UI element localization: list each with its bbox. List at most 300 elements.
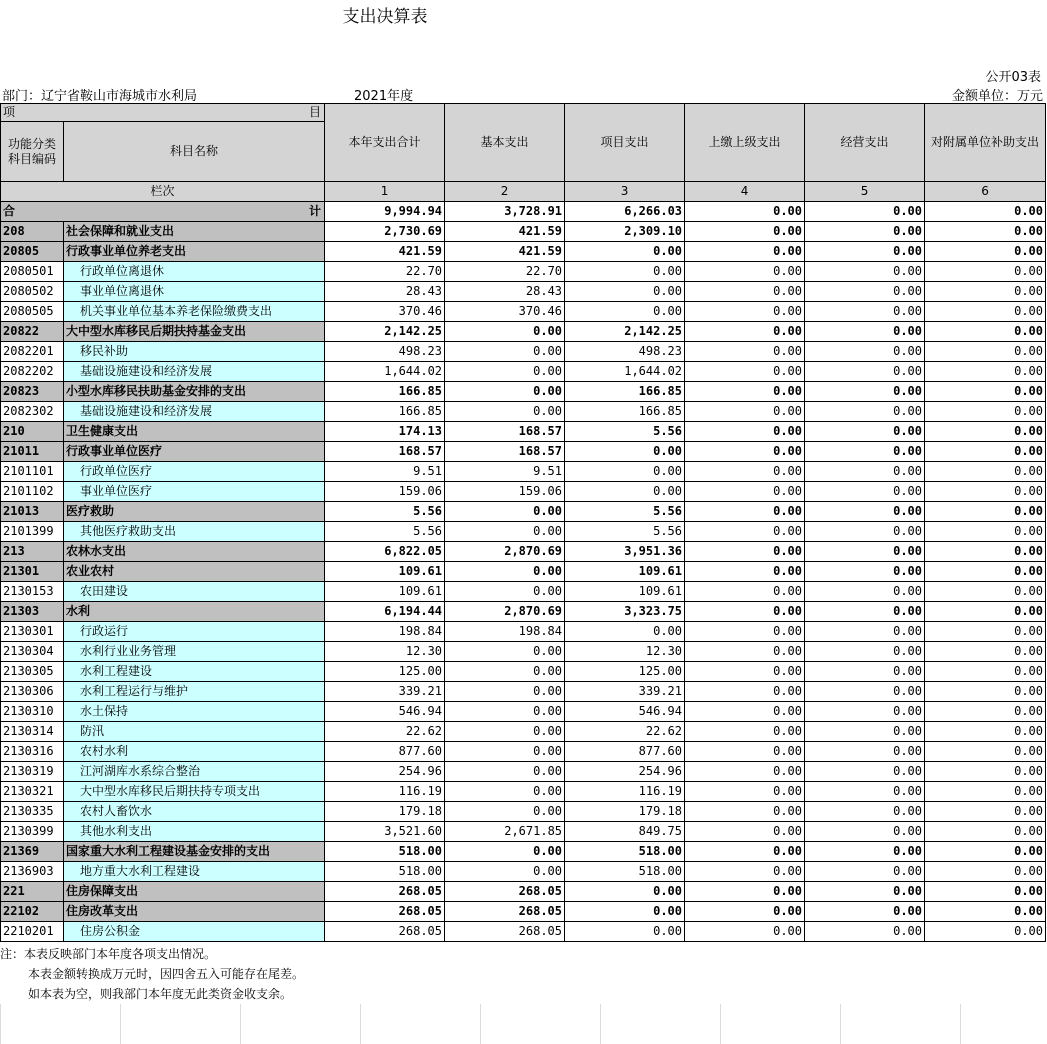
total-label: [1, 202, 325, 222]
row-value: 518.00: [565, 862, 685, 882]
row-value: 0.00: [925, 802, 1046, 822]
row-value: 268.05: [445, 882, 565, 902]
row-value: 0.00: [805, 702, 925, 722]
note-line: 本表金额转换成万元时，因四舍五入可能存在尾差。: [28, 967, 305, 981]
header-xiangmu: [1, 104, 325, 122]
row-value: 0.00: [685, 802, 805, 822]
row-value: 0.00: [685, 362, 805, 382]
row-value: 0.00: [925, 442, 1046, 462]
lanci-5: 5: [805, 182, 925, 202]
row-value: 1,644.02: [325, 362, 445, 382]
row-value: 0.00: [805, 362, 925, 382]
row-value: 0.00: [925, 422, 1046, 442]
row-value: 0.00: [925, 342, 1046, 362]
row-value: 0.00: [685, 402, 805, 422]
row-subject-name: 农村人畜饮水: [64, 802, 325, 822]
table-row: [1, 242, 1046, 262]
row-code: 20805: [1, 242, 64, 262]
row-value: 0.00: [685, 702, 805, 722]
row-value: 518.00: [565, 842, 685, 862]
row-value: 0.00: [925, 722, 1046, 742]
row-value: 546.94: [565, 702, 685, 722]
row-value: 0.00: [685, 282, 805, 302]
row-value: 0.00: [445, 362, 565, 382]
table-row: [1, 842, 1046, 862]
row-code: 210: [1, 422, 64, 442]
table-row: [1, 322, 1046, 342]
lanci-2: 2: [445, 182, 565, 202]
row-value: 109.61: [565, 582, 685, 602]
row-value: 0.00: [805, 882, 925, 902]
row-value: 518.00: [325, 842, 445, 862]
table-row: [1, 362, 1046, 382]
row-value: 0.00: [565, 262, 685, 282]
row-subject-name: 大中型水库移民后期扶持基金支出: [64, 322, 325, 342]
row-value: 0.00: [445, 582, 565, 602]
row-value: 0.00: [445, 382, 565, 402]
row-value: 877.60: [325, 742, 445, 762]
row-subject-name: 住房公积金: [64, 922, 325, 942]
row-code: 2082202: [1, 362, 64, 382]
row-value: 0.00: [565, 442, 685, 462]
row-value: 0.00: [925, 382, 1046, 402]
row-value: 370.46: [325, 302, 445, 322]
row-value: 159.06: [445, 482, 565, 502]
row-value: 0.00: [925, 222, 1046, 242]
row-value: 168.57: [445, 422, 565, 442]
row-value: 0.00: [565, 882, 685, 902]
row-value: 3,323.75: [565, 602, 685, 622]
row-subject-name: 农业农村: [64, 562, 325, 582]
row-subject-name: 事业单位离退休: [64, 282, 325, 302]
row-value: 6,194.44: [325, 602, 445, 622]
row-value: 5.56: [565, 522, 685, 542]
row-subject-name: 行政事业单位医疗: [64, 442, 325, 462]
row-value: 2,142.25: [325, 322, 445, 342]
table-row: [1, 482, 1046, 502]
table-row: [1, 262, 1046, 282]
row-value: 159.06: [325, 482, 445, 502]
sheet-gridlines: [0, 1004, 1047, 1044]
row-value: 0.00: [925, 302, 1046, 322]
row-subject-name: 地方重大水利工程建设: [64, 862, 325, 882]
lanci-1: 1: [325, 182, 445, 202]
row-code: 213: [1, 542, 64, 562]
row-value: 0.00: [685, 342, 805, 362]
row-value: 0.00: [805, 742, 925, 762]
header-mu: 目: [309, 105, 322, 119]
header-xiang: 项: [3, 105, 16, 119]
row-value: 2,142.25: [565, 322, 685, 342]
header-row-lanci: [1, 182, 1046, 202]
row-value: 0.00: [805, 442, 925, 462]
row-value: 0.00: [685, 442, 805, 462]
row-value: 2,870.69: [445, 602, 565, 622]
row-value: 125.00: [565, 662, 685, 682]
row-value: 0.00: [925, 362, 1046, 382]
row-value: 0.00: [925, 562, 1046, 582]
row-value: 168.57: [445, 442, 565, 462]
row-value: 268.05: [325, 882, 445, 902]
row-value: 9.51: [445, 462, 565, 482]
row-value: 0.00: [445, 722, 565, 742]
row-value: 0.00: [685, 242, 805, 262]
row-code: 2130301: [1, 622, 64, 642]
row-value: 0.00: [445, 682, 565, 702]
row-value: 0.00: [445, 762, 565, 782]
row-value: 254.96: [565, 762, 685, 782]
row-subject-name: 其他水利支出: [64, 822, 325, 842]
row-code: 2101101: [1, 462, 64, 482]
table-row: [1, 502, 1046, 522]
row-value: 0.00: [925, 242, 1046, 262]
row-value: 0.00: [805, 342, 925, 362]
row-value: 0.00: [565, 282, 685, 302]
row-value: 0.00: [805, 822, 925, 842]
row-code: 2082302: [1, 402, 64, 422]
row-value: 168.57: [325, 442, 445, 462]
row-value: 0.00: [925, 922, 1046, 942]
table-row: [1, 722, 1046, 742]
row-value: 2,309.10: [565, 222, 685, 242]
row-code: 2130304: [1, 642, 64, 662]
row-value: 0.00: [565, 922, 685, 942]
row-subject-name: 基础设施建设和经济发展: [64, 402, 325, 422]
row-value: 174.13: [325, 422, 445, 442]
table-row: [1, 282, 1046, 302]
form-code: 公开03表: [985, 70, 1041, 85]
row-value: 116.19: [325, 782, 445, 802]
row-value: 0.00: [685, 882, 805, 902]
row-subject-name: 大中型水库移民后期扶持专项支出: [64, 782, 325, 802]
row-code: 20823: [1, 382, 64, 402]
row-value: 0.00: [685, 842, 805, 862]
row-value: 0.00: [925, 482, 1046, 502]
row-value: 22.62: [565, 722, 685, 742]
lanci-4: 4: [685, 182, 805, 202]
row-subject-name: 其他医疗救助支出: [64, 522, 325, 542]
row-value: 5.56: [565, 422, 685, 442]
row-value: 0.00: [685, 762, 805, 782]
row-value: 0.00: [805, 322, 925, 342]
header-lanci: 栏次: [1, 182, 325, 202]
row-value: 0.00: [805, 862, 925, 882]
row-value: 0.00: [805, 522, 925, 542]
row-value: 0.00: [685, 262, 805, 282]
row-value: 0.00: [805, 282, 925, 302]
row-value: 0.00: [685, 662, 805, 682]
row-value: 109.61: [565, 562, 685, 582]
row-value: 0.00: [445, 522, 565, 542]
row-value: 0.00: [685, 302, 805, 322]
notes: [0, 944, 304, 1004]
row-value: 0.00: [685, 482, 805, 502]
table-row: [1, 782, 1046, 802]
table-row: [1, 622, 1046, 642]
row-code: 2130399: [1, 822, 64, 842]
total-value: 9,994.94: [325, 202, 445, 222]
row-value: 268.05: [325, 902, 445, 922]
total-he: 合: [3, 204, 16, 218]
row-value: 0.00: [925, 502, 1046, 522]
row-value: 166.85: [325, 382, 445, 402]
row-value: 12.30: [565, 642, 685, 662]
row-value: 0.00: [445, 502, 565, 522]
row-value: 0.00: [925, 842, 1046, 862]
row-subject-name: 行政事业单位养老支出: [64, 242, 325, 262]
row-subject-name: 住房保障支出: [64, 882, 325, 902]
row-value: 6,822.05: [325, 542, 445, 562]
row-value: 0.00: [925, 462, 1046, 482]
row-value: 0.00: [565, 902, 685, 922]
row-code: 2130305: [1, 662, 64, 682]
table-row: [1, 882, 1046, 902]
row-value: 0.00: [685, 922, 805, 942]
row-value: 268.05: [325, 922, 445, 942]
row-value: 0.00: [685, 862, 805, 882]
row-value: 9.51: [325, 462, 445, 482]
row-value: 198.84: [445, 622, 565, 642]
table-row: [1, 742, 1046, 762]
note-line: 注：本表反映部门本年度各项支出情况。: [0, 947, 217, 961]
row-subject-name: 农村水利: [64, 742, 325, 762]
row-value: 0.00: [805, 682, 925, 702]
row-value: 3,951.36: [565, 542, 685, 562]
row-subject-name: 行政单位离退休: [64, 262, 325, 282]
row-value: 0.00: [805, 542, 925, 562]
row-value: 0.00: [445, 562, 565, 582]
row-value: 0.00: [805, 782, 925, 802]
row-value: 109.61: [325, 582, 445, 602]
row-value: 0.00: [925, 862, 1046, 882]
table-row: [1, 642, 1046, 662]
row-code: 2130316: [1, 742, 64, 762]
row-value: 5.56: [565, 502, 685, 522]
total-value: 6,266.03: [565, 202, 685, 222]
row-code: 2101399: [1, 522, 64, 542]
row-value: 0.00: [685, 502, 805, 522]
row-value: 421.59: [445, 242, 565, 262]
row-code: 21369: [1, 842, 64, 862]
table-row: [1, 522, 1046, 542]
row-value: 22.70: [325, 262, 445, 282]
row-value: 12.30: [325, 642, 445, 662]
total-value: 3,728.91: [445, 202, 565, 222]
table-row: [1, 662, 1046, 682]
row-code: 20822: [1, 322, 64, 342]
row-value: 0.00: [805, 602, 925, 622]
row-value: 0.00: [805, 382, 925, 402]
row-value: 339.21: [565, 682, 685, 702]
row-value: 0.00: [925, 882, 1046, 902]
row-value: 166.85: [565, 382, 685, 402]
row-value: 0.00: [685, 622, 805, 642]
year-label: 2021年度: [354, 89, 414, 104]
row-value: 0.00: [925, 822, 1046, 842]
row-value: 0.00: [445, 642, 565, 662]
row-value: 0.00: [685, 562, 805, 582]
row-subject-name: 水利工程运行与维护: [64, 682, 325, 702]
row-value: 2,671.85: [445, 822, 565, 842]
row-value: 0.00: [805, 642, 925, 662]
row-value: 0.00: [685, 582, 805, 602]
table-row: [1, 862, 1046, 882]
row-value: 0.00: [805, 582, 925, 602]
row-value: 0.00: [685, 382, 805, 402]
row-value: 0.00: [925, 622, 1046, 642]
row-value: 0.00: [685, 542, 805, 562]
row-value: 0.00: [925, 542, 1046, 562]
row-value: 0.00: [445, 862, 565, 882]
row-subject-name: 行政单位医疗: [64, 462, 325, 482]
row-code: 2130321: [1, 782, 64, 802]
row-value: 877.60: [565, 742, 685, 762]
row-code: 2101102: [1, 482, 64, 502]
header-subject-name: 科目名称: [64, 122, 325, 182]
row-code: 2130310: [1, 702, 64, 722]
row-value: 0.00: [925, 522, 1046, 542]
row-code: 2130306: [1, 682, 64, 702]
row-value: 0.00: [685, 742, 805, 762]
table-row: [1, 762, 1046, 782]
unit-label: 金额单位：万元: [951, 89, 1043, 104]
row-code: 21013: [1, 502, 64, 522]
header-basic: 基本支出: [445, 104, 565, 182]
table-row: [1, 302, 1046, 322]
row-subject-name: 农林水支出: [64, 542, 325, 562]
row-value: 518.00: [325, 862, 445, 882]
row-value: 0.00: [685, 602, 805, 622]
row-value: 0.00: [805, 422, 925, 442]
row-value: 0.00: [805, 922, 925, 942]
row-value: 0.00: [805, 402, 925, 422]
row-value: 421.59: [325, 242, 445, 262]
row-value: 2,730.69: [325, 222, 445, 242]
total-value: 0.00: [685, 202, 805, 222]
row-value: 0.00: [925, 582, 1046, 602]
table-row: [1, 922, 1046, 942]
row-subject-name: 水利行业业务管理: [64, 642, 325, 662]
row-code: 2130314: [1, 722, 64, 742]
row-value: 0.00: [925, 602, 1046, 622]
row-value: 0.00: [925, 702, 1046, 722]
row-value: 0.00: [925, 642, 1046, 662]
row-value: 0.00: [925, 782, 1046, 802]
row-value: 0.00: [445, 402, 565, 422]
header-upper: 上缴上级支出: [685, 104, 805, 182]
row-value: 0.00: [445, 782, 565, 802]
header-func-code: 功能分类科目编码: [1, 122, 64, 182]
row-value: 0.00: [685, 462, 805, 482]
table-row: [1, 342, 1046, 362]
row-code: 2080505: [1, 302, 64, 322]
row-value: 0.00: [445, 802, 565, 822]
header-business: 经营支出: [805, 104, 925, 182]
row-value: 0.00: [925, 762, 1046, 782]
row-value: 28.43: [445, 282, 565, 302]
row-value: 0.00: [685, 322, 805, 342]
total-value: 0.00: [925, 202, 1046, 222]
row-value: 268.05: [445, 922, 565, 942]
row-value: 0.00: [925, 742, 1046, 762]
row-value: 5.56: [325, 522, 445, 542]
row-value: 0.00: [925, 902, 1046, 922]
row-code: 221: [1, 882, 64, 902]
row-value: 0.00: [805, 302, 925, 322]
row-value: 166.85: [565, 402, 685, 422]
row-value: 22.62: [325, 722, 445, 742]
row-value: 0.00: [445, 662, 565, 682]
row-value: 0.00: [565, 622, 685, 642]
header-subsidy: 对附属单位补助支出: [925, 104, 1046, 182]
row-value: 546.94: [325, 702, 445, 722]
total-value: 0.00: [805, 202, 925, 222]
row-value: 0.00: [445, 702, 565, 722]
row-value: 109.61: [325, 562, 445, 582]
row-value: 0.00: [805, 242, 925, 262]
row-value: 0.00: [805, 462, 925, 482]
row-value: 0.00: [805, 762, 925, 782]
row-value: 0.00: [565, 482, 685, 502]
row-value: 254.96: [325, 762, 445, 782]
row-subject-name: 水利: [64, 602, 325, 622]
row-value: 2,870.69: [445, 542, 565, 562]
table-row: [1, 542, 1046, 562]
table-row: [1, 462, 1046, 482]
row-value: 268.05: [445, 902, 565, 922]
table-row: [1, 902, 1046, 922]
row-subject-name: 社会保障和就业支出: [64, 222, 325, 242]
row-value: 0.00: [805, 482, 925, 502]
row-subject-name: 农田建设: [64, 582, 325, 602]
row-value: 0.00: [685, 782, 805, 802]
row-value: 0.00: [925, 262, 1046, 282]
row-code: 21303: [1, 602, 64, 622]
row-value: 0.00: [445, 322, 565, 342]
row-code: 2080502: [1, 282, 64, 302]
row-value: 0.00: [685, 902, 805, 922]
header-row-1: [1, 104, 1046, 122]
row-value: 0.00: [445, 742, 565, 762]
row-subject-name: 防汛: [64, 722, 325, 742]
row-code: 2130319: [1, 762, 64, 782]
row-value: 0.00: [805, 622, 925, 642]
table-row: [1, 702, 1046, 722]
row-value: 0.00: [925, 682, 1046, 702]
row-value: 198.84: [325, 622, 445, 642]
row-value: 3,521.60: [325, 822, 445, 842]
row-value: 0.00: [685, 522, 805, 542]
row-subject-name: 水利工程建设: [64, 662, 325, 682]
row-value: 0.00: [445, 342, 565, 362]
row-value: 0.00: [805, 662, 925, 682]
row-value: 0.00: [925, 662, 1046, 682]
lanci-6: 6: [925, 182, 1046, 202]
row-value: 498.23: [325, 342, 445, 362]
row-value: 0.00: [925, 282, 1046, 302]
expenditure-table: [0, 103, 1046, 942]
row-value: 0.00: [565, 242, 685, 262]
row-code: 2130153: [1, 582, 64, 602]
table-row: [1, 802, 1046, 822]
row-code: 2082201: [1, 342, 64, 362]
row-code: 21011: [1, 442, 64, 462]
row-value: 0.00: [805, 842, 925, 862]
row-subject-name: 移民补助: [64, 342, 325, 362]
row-code: 22102: [1, 902, 64, 922]
row-value: 421.59: [445, 222, 565, 242]
table-row: [1, 222, 1046, 242]
